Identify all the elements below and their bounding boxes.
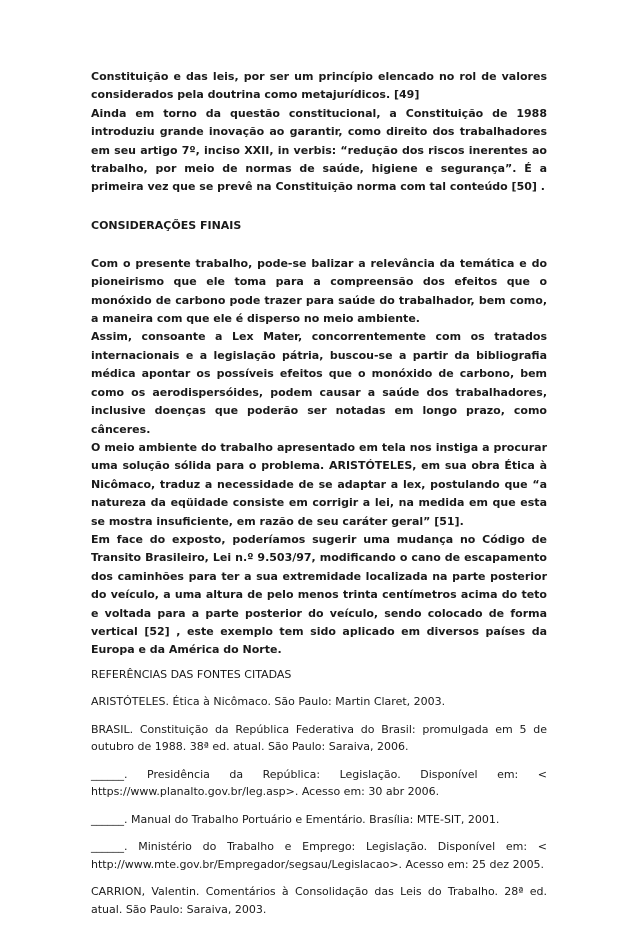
reference-item: CARRION, Valentin. Comentários à Consolidação das Leis do Trabalho. 28ª ed. atual. São Paulo: Saraiva, 2003. (91, 885, 547, 916)
reference-item: ______. Manual do Trabalho Portuário e Ementário. Brasília: MTE-SIT, 2001. (91, 812, 500, 826)
paragraph: Com o presente trabalho, pode-se balizar a relevância da temática e do pioneirismo que ele toma para a compreensão dos efeitos que o monóxido de carbono pode trazer para saúde do trabalhador, bem como, a maneira com que ele é disperso no meio ambiente. (91, 256, 547, 326)
reference-item: ______. Presidência da República: Legislação. Disponível em: < https://www.planalto.gov.br/leg.asp>. Acesso em: 30 abr 2006. (91, 767, 547, 799)
reference-item: ______. Ministério do Trabalho e Emprego: Legislação. Disponível em: < http://www.mte.gov.br/Empregador/segsau/Legislacao>. Acesso em: 25 dez 2005. (91, 840, 547, 871)
paragraph: Constituição e das leis, por ser um princípio elencado no rol de valores considerados pela doutrina como metajurídicos. [49] (91, 70, 547, 102)
section-heading: CONSIDERAÇÕES FINAIS (91, 218, 242, 232)
paragraph: Ainda em torno da questão constitucional, a Constituição de 1988 introduziu grande inovação ao garantir, como direito dos trabalhadores em seu artigo 7º, inciso XXII, in verbis: “redução dos riscos inerentes ao trabalho, por meio de normas de saúde, higiene e segurança”. É a primeira vez que se prevê na Constituição norma com tal conteúdo [50] . (91, 106, 547, 194)
references-section (91, 666, 547, 919)
reference-item: ARISTÓTELES. Ética à Nicômaco. São Paulo: Martin Claret, 2003. (91, 695, 446, 709)
paragraph: Em face do exposto, poderíamos sugerir uma mudança no Código de Transito Brasileiro, Lei n.º 9.503/97, modificando o cano de escapamento dos caminhões para ter a sua extremidade localizada na parte posterior do veículo, a uma altura de pelo menos trinta centímetros acima do teto e voltada para a parte posterior do veículo, sendo colocado de forma vertical [52] , este exemplo tem sido aplicado em diversos países da Europa e da América do Norte. (91, 532, 547, 657)
document-page (91, 68, 547, 928)
paragraph: Assim, consoante a Lex Mater, concorrentemente com os tratados internacionais e a legislação pátria, buscou-se a partir da bibliografia médica apontar os possíveis efeitos que o monóxido de carbono, bem como os aerodispersóides, podem causar a saúde dos trabalhadores, inclusive doenças que poderão ser notadas em longo prazo, como cânceres. (91, 330, 547, 436)
conclusions-section (91, 255, 547, 660)
references-title: REFERÊNCIAS DAS FONTES CITADAS (91, 667, 292, 681)
paragraph: O meio ambiente do trabalho apresentado em tela nos instiga a procurar uma solução sólida para o problema. ARISTÓTELES, em sua obra Ética à Nicômaco, traduz a necessidade de se adaptar a lex, postulando que “a natureza da eqüidade consiste em corrigir a lei, na medida em que esta se mostra insuficiente, em razão de seu caráter geral” [51]. (91, 440, 547, 528)
intro-section (91, 68, 547, 197)
reference-item: BRASIL. Constituição da República Federativa do Brasil: promulgada em 5 de outubro de 1988. 38ª ed. atual. São Paulo: Saraiva, 2006. (91, 722, 547, 754)
